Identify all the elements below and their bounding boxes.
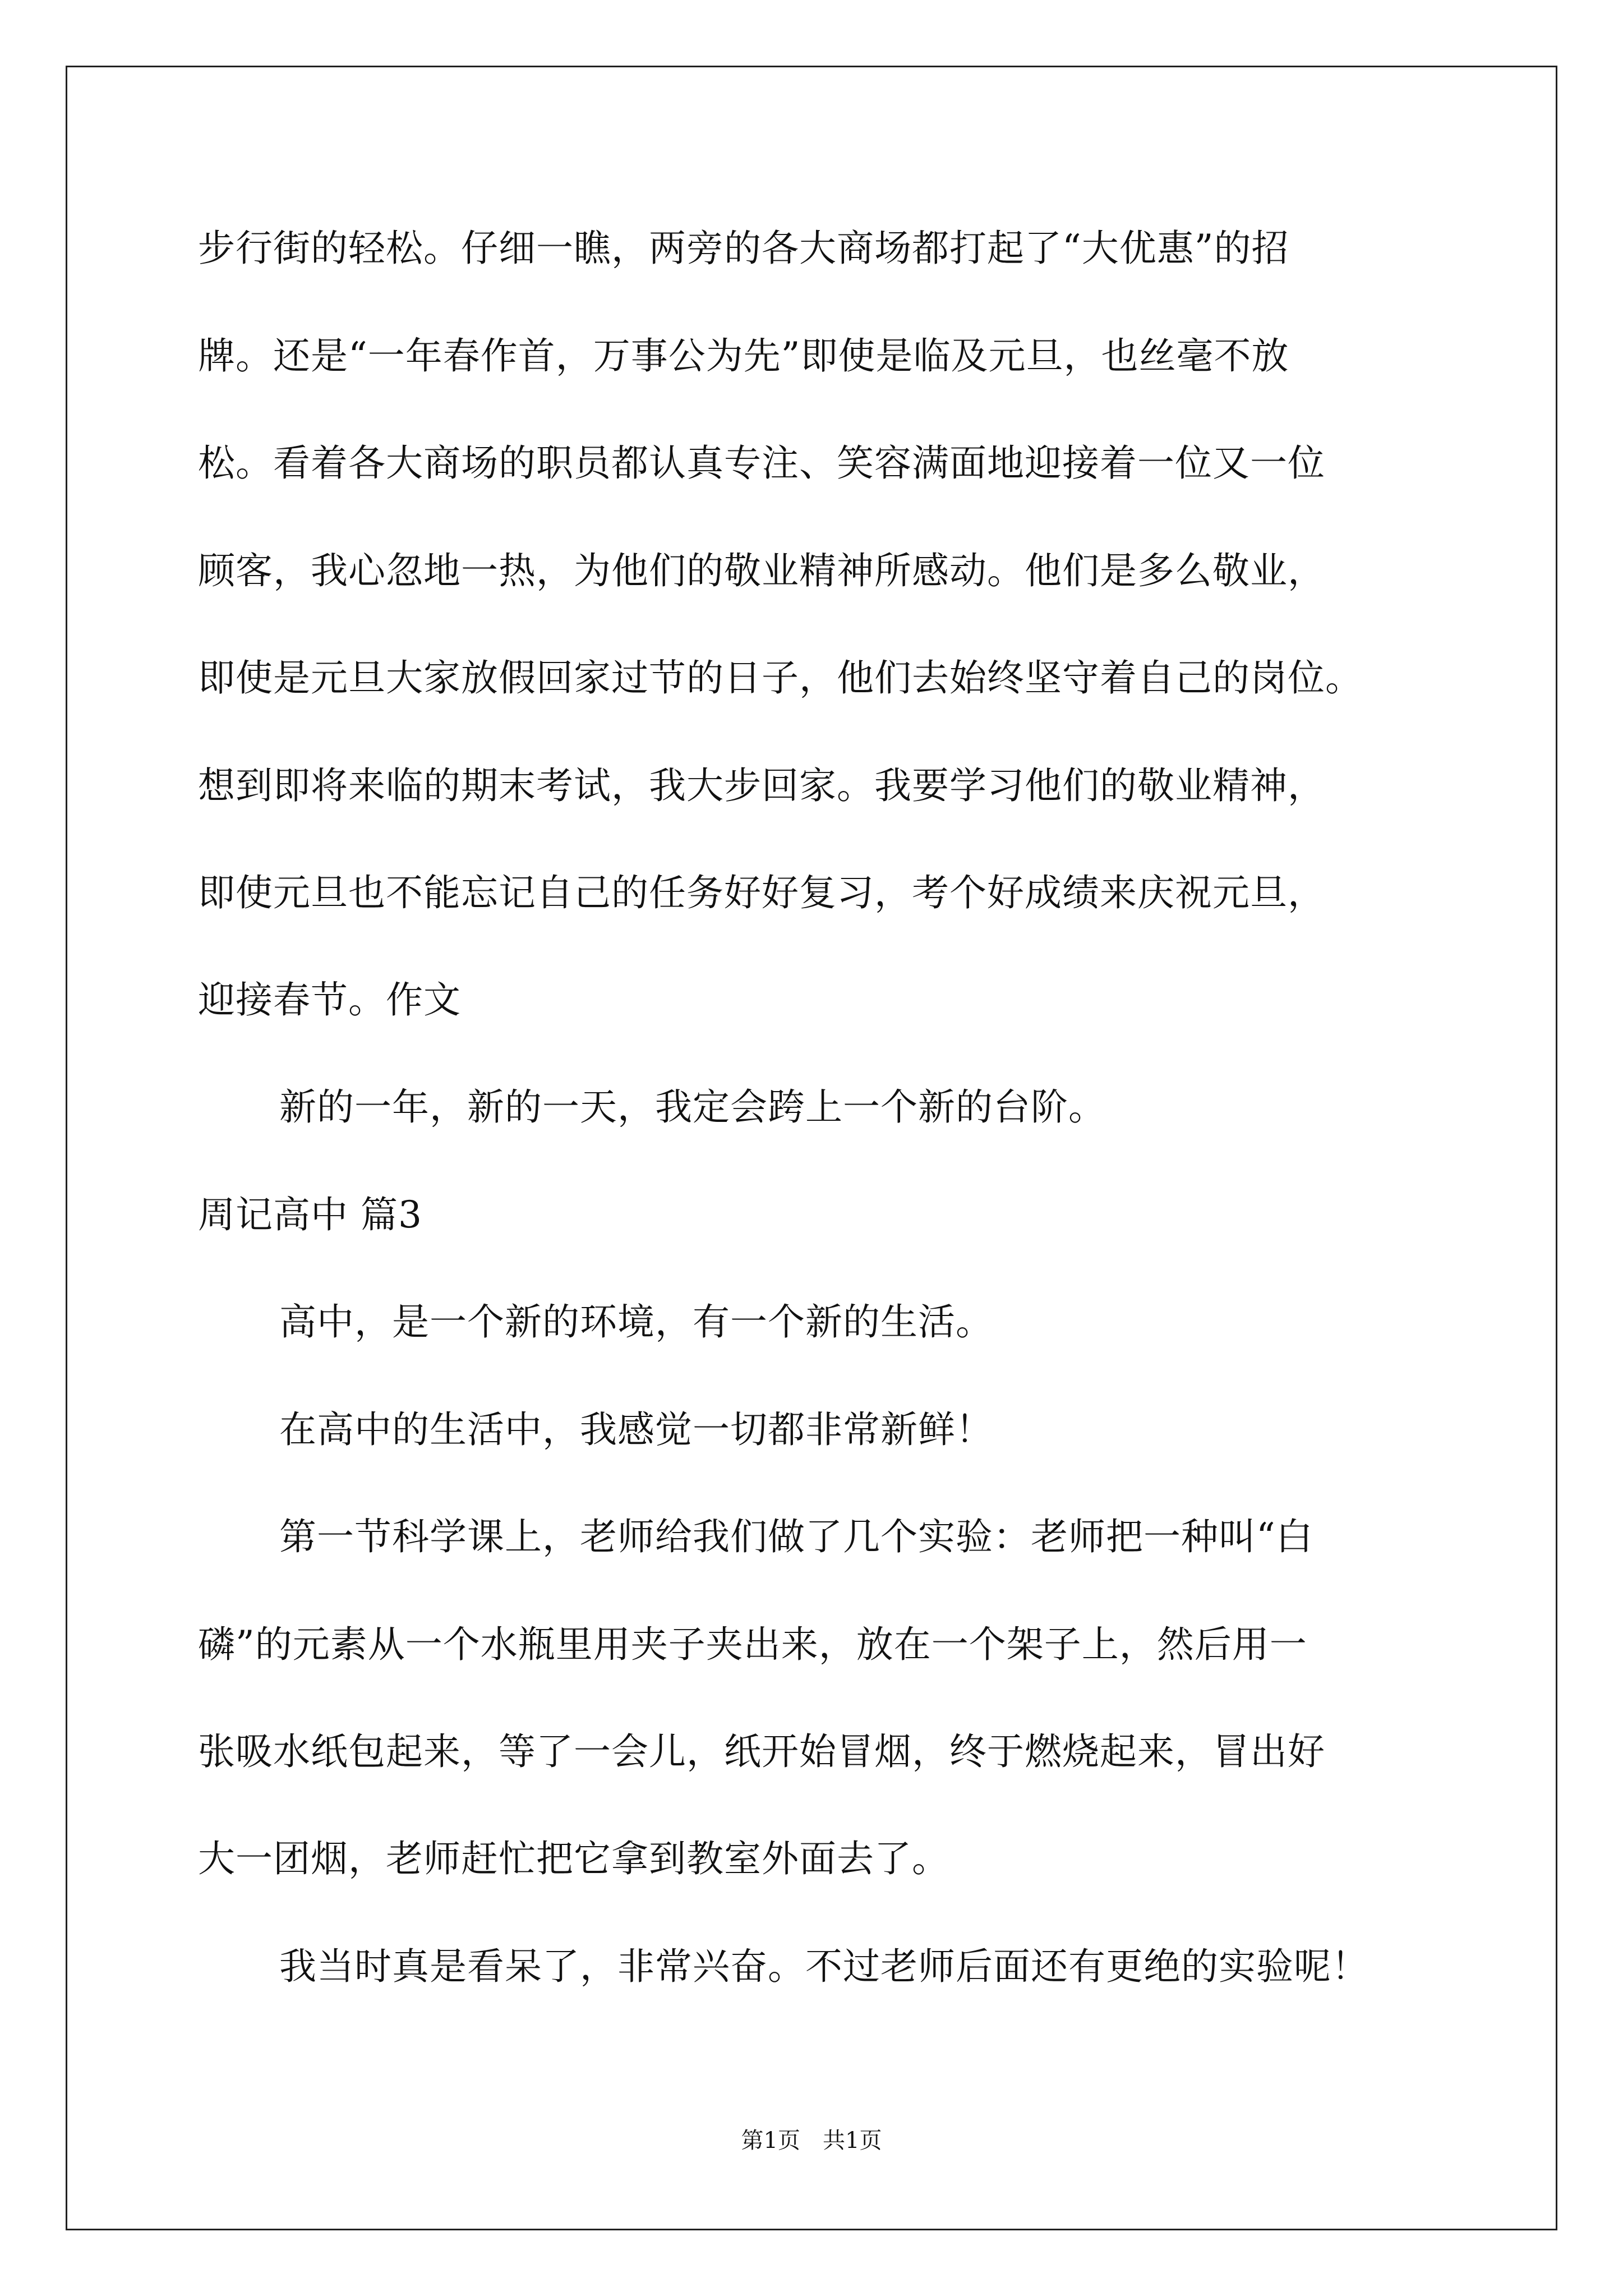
body-line-5: 即使是元旦大家放假回家过节的日子，他们去始终坚守着自己的岗位。 xyxy=(198,656,1363,700)
body-line-8: 迎接春节。作文 xyxy=(198,978,461,1022)
body-line-7: 即使元旦也不能忘记自己的任务好好复习，考个好成绩来庆祝元旦， xyxy=(198,871,1325,914)
body-line-3: 松。看着各大商场的职员都认真专注、笑容满面地迎接着一位又一位 xyxy=(198,441,1325,485)
page-number-footer: 第1页 共1页 xyxy=(741,2128,882,2154)
paragraph-excited: 我当时真是看呆了，非常兴奋。不过老师后面还有更绝的实验呢！ xyxy=(279,1945,1369,1988)
paragraph-fresh: 在高中的生活中，我感觉一切都非常新鲜！ xyxy=(279,1408,993,1451)
paragraph-science-line-3: 张吸水纸包起来，等了一会儿，纸开始冒烟，终于燃烧起来，冒出好 xyxy=(198,1730,1325,1773)
paragraph-science-line-4: 大一团烟，老师赶忙把它拿到教室外面去了。 xyxy=(198,1837,949,1880)
page-border xyxy=(66,66,1557,2230)
body-line-1: 步行街的轻松。仔细一瞧，两旁的各大商场都打起了“大优惠”的招 xyxy=(198,227,1289,270)
body-line-2: 牌。还是“一年春作首，万事公为先”即使是临及元旦，也丝毫不放 xyxy=(198,334,1289,378)
body-line-4: 顾客，我心忽地一热，为他们的敬业精神所感动。他们是多么敬业， xyxy=(198,549,1325,592)
section-heading: 周记高中 篇3 xyxy=(198,1193,422,1236)
paragraph-science-line-1: 第一节科学课上，老师给我们做了几个实验：老师把一种叫“白 xyxy=(279,1515,1313,1558)
paragraph-high-school: 高中，是一个新的环境，有一个新的生活。 xyxy=(279,1300,993,1343)
body-line-6: 想到即将来临的期末考试，我大步回家。我要学习他们的敬业精神， xyxy=(198,764,1325,807)
paragraph-science-line-2: 磷”的元素从一个水瓶里用夹子夹出来，放在一个架子上，然后用一 xyxy=(198,1623,1307,1666)
paragraph-new-year: 新的一年，新的一天，我定会跨上一个新的台阶。 xyxy=(279,1085,1106,1129)
